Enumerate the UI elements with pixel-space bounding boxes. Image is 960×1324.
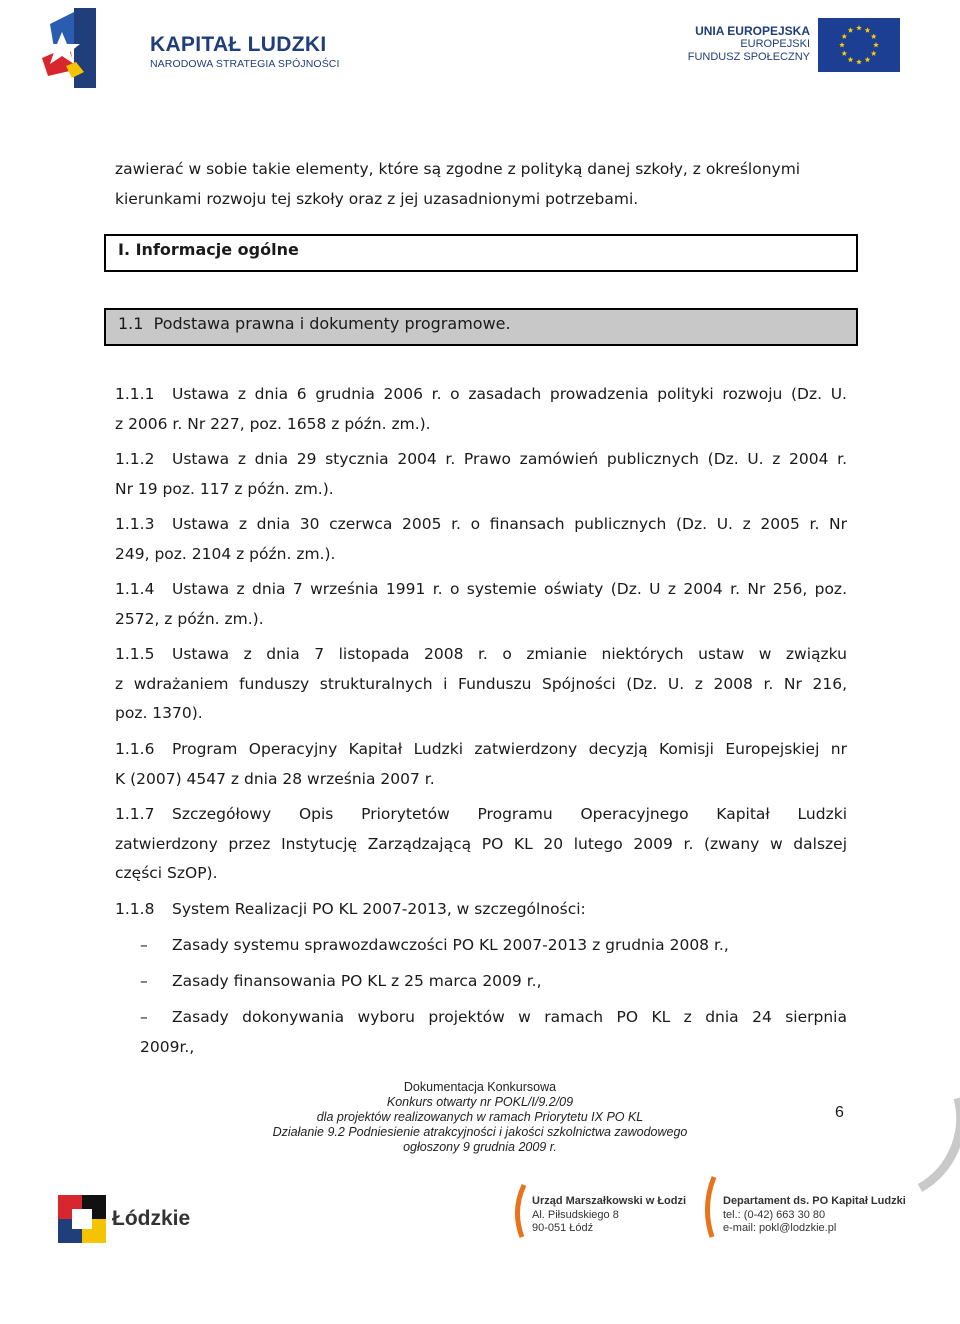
item-text-line-2: 249, poz. 2104 z późn. zm.). [115,544,336,563]
bullet-dash: – [140,1008,148,1026]
kapital-ludzki-subtitle: NARODOWA STRATEGIA SPÓJNOŚCI [150,58,340,70]
item-text-line-1: Ustawa z dnia 7 września 1991 r. o systemie oświaty (Dz. U z 2004 r. Nr 256, poz. [172,580,847,598]
footer-line-4: Działanie 9.2 Podniesienie atrakcyjności i jakości szkolnictwa zawodowego [272,1125,688,1139]
item-text-line-1: Ustawa z dnia 29 stycznia 2004 r. Prawo zamówień publicznych (Dz. U. z 2004 r. [172,450,847,468]
item-text-line-1: Ustawa z dnia 6 grudnia 2006 r. o zasadach prowadzenia polityki rozwoju (Dz. U. [172,385,847,403]
section-title: I. Informacje ogólne [118,240,299,259]
lodzkie-emblem-icon [58,1195,106,1243]
footer-line-2: Konkurs otwarty nr POKL/I/9.2/09 [386,1095,574,1109]
item-text-line-1: Szczegółowy Opis Priorytetów Programu Operacyjnego Kapitał Ludzki [172,805,847,823]
intro-paragraph [115,155,847,214]
item-text-line-2: 2572, z późn. zm.). [115,609,264,628]
subsection-title: 1.1 Podstawa prawna i dokumenty programowe. [118,314,511,333]
eu-line-1: UNIA EUROPEJSKA [695,24,810,38]
contact-office-name: Urząd Marszałkowski w Łodzi [532,1195,687,1207]
list-item [115,640,847,729]
item-text-line-2: K (2007) 4547 z dnia 28 września 2007 r. [115,769,435,788]
item-number: 1.1.8 [115,900,155,918]
eu-line-2: EUROPEJSKI [740,38,810,50]
item-text-line-2: z 2006 r. Nr 227, poz. 1658 z późn. zm.). [115,414,431,433]
list-item [115,895,847,925]
item-number: 1.1.5 [115,645,155,663]
intro-line-2: kierunkami rozwoju tej szkoły oraz z jej uzasadnionymi potrzebami. [115,189,639,208]
decorative-arc-icon [880,1090,960,1200]
bullet-dash: – [140,972,148,990]
bullet-text-line-1: Zasady dokonywania wyboru projektów w ramach PO KL z dnia 24 sierpnia [172,1008,847,1026]
item-text-line-1: Program Operacyjny Kapitał Ludzki zatwierdzony decyzją Komisji Europejskiej nr [172,740,847,758]
list-item [115,380,847,439]
bullet-item [140,1003,847,1062]
item-text-line-1: Ustawa z dnia 30 czerwca 2005 r. o finansach publicznych (Dz. U. z 2005 r. Nr [172,515,847,533]
item-number: 1.1.4 [115,580,155,598]
kapital-ludzki-emblem-icon [40,6,104,90]
item-number: 1.1.6 [115,740,155,758]
item-number: 1.1.7 [115,805,155,823]
bullet-item [140,931,847,961]
item-text-line-2: Nr 19 poz. 117 z późn. zm.). [115,479,334,498]
intro-line-1: zawierać w sobie takie elementy, które są zgodne z polityką danej szkoły, z określonymi [115,160,801,178]
item-text-line-2: z wdrażaniem funduszy strukturalnych i Funduszu Spójności (Dz. U. z 2008 r. Nr 216, [115,674,847,693]
eu-wordmark [650,24,810,64]
contact-department-name: Departament ds. PO Kapitał Ludzki [723,1195,906,1207]
list-item [115,800,847,889]
bullet-text-line-1: Zasady systemu sprawozdawczości PO KL 2007-2013 z grudnia 2008 r., [172,936,729,954]
kapital-ludzki-logo [40,6,340,90]
footer-line-5: ogłoszony 9 grudnia 2009 r. [403,1140,557,1154]
bullet-dash: – [140,936,148,954]
eu-logo [640,18,900,72]
item-text-line-1: Ustawa z dnia 7 listopada 2008 r. o zmianie niektórych ustaw w związku [172,645,847,663]
kapital-ludzki-wordmark [150,34,340,70]
bullet-text-line-2: 2009r., [140,1037,195,1056]
list-item [115,510,847,569]
page-number: 6 [835,1104,844,1121]
list-item [115,735,847,794]
lodzkie-wordmark: Łódzkie [112,1207,191,1230]
contact-block-department [723,1195,906,1236]
item-number: 1.1.3 [115,515,155,533]
item-text-line-1: System Realizacji PO KL 2007-2013, w szczególności: [172,900,586,918]
bullet-text-line-1: Zasady finansowania PO KL z 25 marca 2009 r., [172,972,542,990]
bullet-item [140,967,847,997]
item-text-line-3: części SzOP). [115,864,218,882]
item-number: 1.1.1 [115,385,155,403]
subsection-heading-box [104,308,858,346]
contact-office-address: Al. Piłsudskiego 8 [532,1208,619,1221]
footer-line-1: Dokumentacja Konkursowa [403,1080,557,1094]
section-heading-box [104,234,858,272]
eu-line-3: FUNDUSZ SPOŁECZNY [687,51,810,63]
kapital-ludzki-name: KAPITAŁ LUDZKI [150,33,327,56]
orange-accent-icon [700,1175,718,1239]
contact-office-city: 90-051 Łódź [532,1222,594,1234]
contact-department-email: e-mail: pokl@lodzkie.pl [723,1222,837,1234]
list-item [115,445,847,504]
item-number: 1.1.2 [115,450,155,468]
item-text-line-3: poz. 1370). [115,704,203,722]
eu-flag-icon [818,18,900,72]
orange-accent-icon [510,1183,528,1239]
item-text-line-2: zatwierdzony przez Instytucję Zarządzającą PO KL 20 lutego 2009 r. (zwany w dalszej [115,834,847,853]
list-item [115,575,847,634]
footer-doc-info [250,1080,710,1155]
contact-department-phone: tel.: (0-42) 663 30 80 [723,1208,826,1221]
footer-line-3: dla projektów realizowanych w ramach Priorytetu IX PO KL [316,1110,644,1124]
contact-block-office [532,1195,686,1236]
